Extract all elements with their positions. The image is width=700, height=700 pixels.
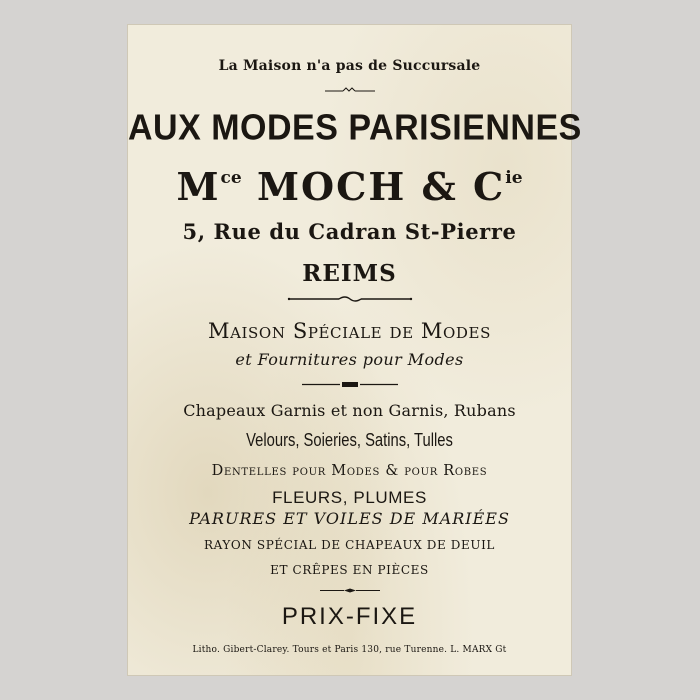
proprietor-prefix-sup: ce [220,168,242,188]
proprietor-prefix: M [176,164,221,209]
bridal-line: PARURES ET VOILES DE MARIÉES [189,509,510,528]
supplies-line: et Fournitures pour Modes [235,350,464,369]
no-branch-notice: La Maison n'a pas de Succursale [218,58,481,74]
printer-credit: Litho. Gibert-Clarey. Tours et Paris 130, rue Turenne. L. MARX Gt [192,645,507,655]
proprietor-suffix-sup: ie [505,168,523,188]
divider-ornament [302,381,398,388]
proprietor-name [128,164,571,209]
fabrics-line: Velours, Soieries, Satins, Tulles [246,430,453,450]
lace-line: Dentelles pour Modes & pour Robes [211,463,488,479]
flowers-line: FLEURS, PLUMES [272,488,427,507]
street-address: 5, Rue du Cadran St-Pierre [182,219,517,244]
crepes-line: ET CRÊPES EN PIÈCES [270,563,429,577]
fixed-price-notice: PRIX-FIXE [281,603,418,630]
divider-ornament [320,588,380,593]
specialty-heading: Maison Spéciale de Modes [208,319,491,343]
divider-ornament [287,295,413,303]
divider-ornament [325,87,375,93]
trade-card [128,25,582,675]
mourning-hats-line: RAYON SPÉCIAL DE CHAPEAUX DE DEUIL [204,538,495,552]
shop-name: AUX MODES PARISIENNES [128,107,582,149]
proprietor-main: MOCH & C [256,164,506,209]
hats-line: Chapeaux Garnis et non Garnis, Rubans [183,401,516,420]
city-name: REIMS [302,260,397,287]
